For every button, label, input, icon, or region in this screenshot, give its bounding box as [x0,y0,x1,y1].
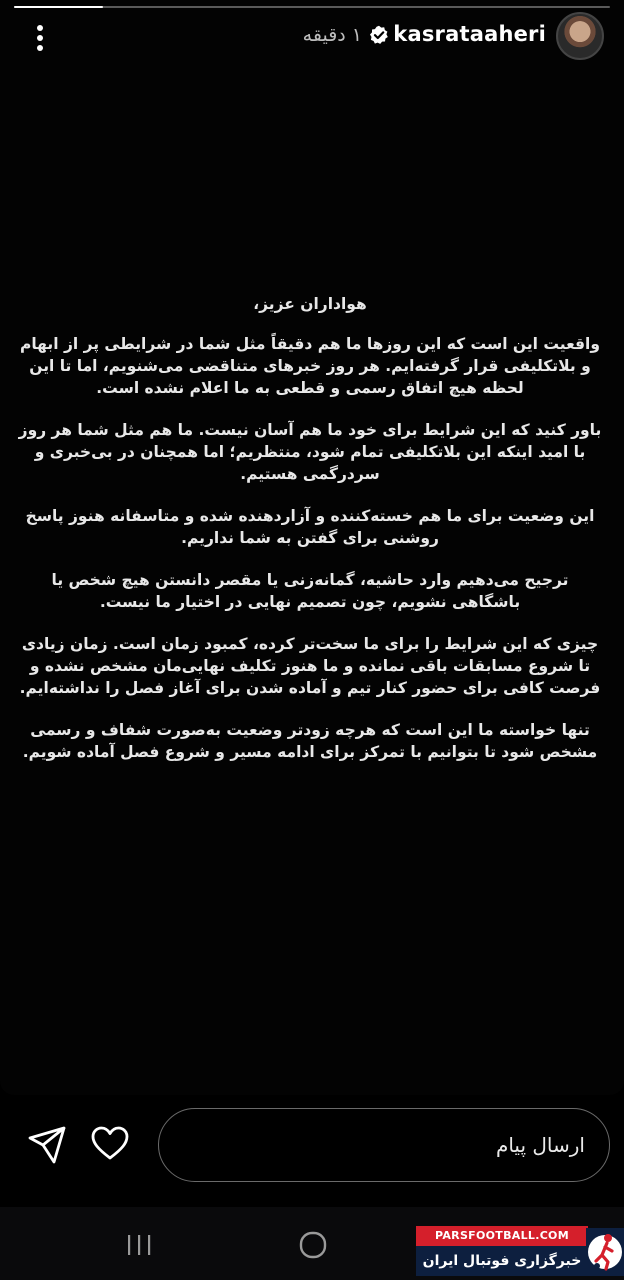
post-time: ۱ دقیقه [302,24,362,46]
heart-icon[interactable] [90,1124,130,1164]
story-header [0,12,624,64]
story-progress-bar [14,6,610,8]
send-icon[interactable] [26,1124,68,1166]
story-text [18,293,602,783]
watermark-name: خبرگزاری فوتبال ایران [416,1246,588,1276]
story-progress-fill [14,6,103,8]
message-input[interactable] [158,1108,610,1182]
paragraph: باور کنید که این شرایط برای خود ما هم آسان نیست. ما هم مثل شما هر روز با امید اینکه این بلاتکلیفی تمام شود، منتظریم؛ اما همچنان در بی‌خبری و سردرگمی هستیم. [18,421,602,483]
verified-badge-icon [369,25,389,45]
home-icon[interactable] [297,1229,329,1261]
paragraph: چیزی که این شرایط را برای ما سخت‌تر کرده، کمبود زمان است. زمان زیادی تا شروع مسابقات باقی نمانده و ما هنوز تکلیف نهایی‌مان مشخص نشده و فرصت کافی برای حضور کنار تیم و آماده شدن برای آغاز فصل را نداشته‌ایم. [19,635,601,697]
recent-apps-icon[interactable] [124,1233,154,1257]
football-player-icon [586,1228,624,1276]
more-vertical-icon[interactable] [28,24,52,52]
watermark-url: PARSFOOTBALL.COM [416,1226,588,1246]
paragraph: ترجیح می‌دهیم وارد حاشیه، گمانه‌زنی یا مقصر دانستن هیچ شخص یا باشگاهی نشویم، چون تصمیم نهایی در اختیار ما نیست. [51,571,569,611]
paragraph: واقعیت این است که این روزها ما هم دقیقاً مثل شما در شرایطی پر از ابهام و بلاتکلیفی قرار گرفته‌ایم. هر روز خبرهای متناقضی می‌شنویم، اما تا این لحظه هیچ اتفاق رسمی و قطعی به ما اعلام نشده است. [20,335,600,397]
username[interactable]: kasrataaheri [393,22,546,46]
paragraph: این وضعیت برای ما هم خسته‌کننده و آزاردهنده شده و متاسفانه هنوز پاسخ روشنی برای گفتن به شما نداریم. [25,507,595,547]
reply-bar [0,1100,624,1190]
paragraph: تنها خواسته ما این است که هرچه زودتر وضعیت به‌صورت شفاف و رسمی مشخص شود تا بتوانیم با تمرکز برای ادامه مسیر و شروع فصل آماده شویم. [22,721,598,761]
avatar[interactable] [556,12,604,60]
watermark-logo [416,1226,624,1280]
salutation: هواداران عزیز، [253,295,367,313]
